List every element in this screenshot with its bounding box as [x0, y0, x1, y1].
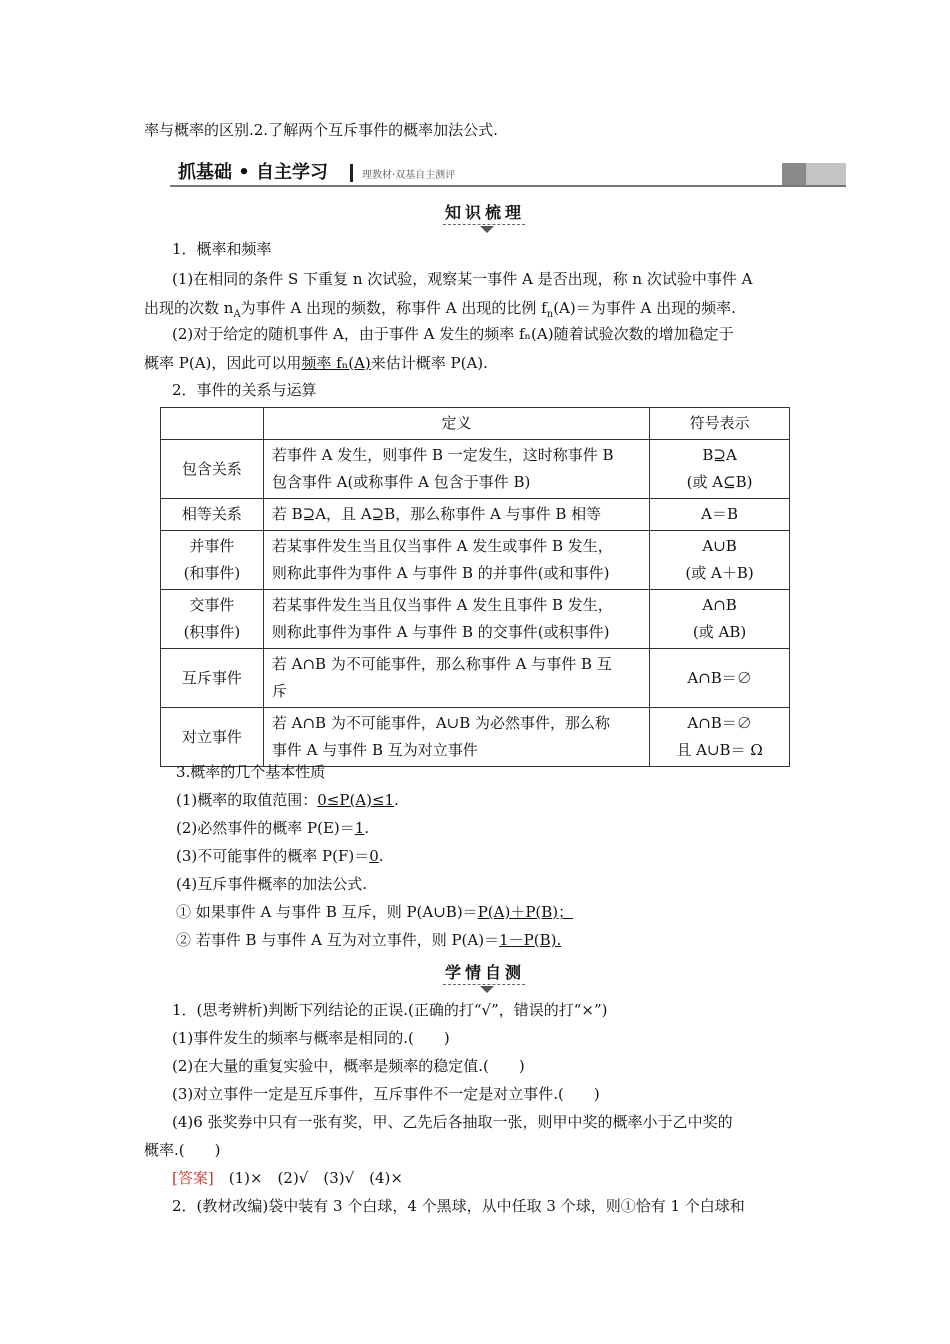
relation-name-cell-line: 相等关系 [181, 505, 242, 523]
banner-divider [350, 164, 353, 182]
definition-cell [263, 649, 649, 708]
definition-cell-line: 若 A∩B 为不可能事件，A∪B 为必然事件，那么称 [271, 714, 611, 732]
definition-cell-line: 若某事件发生当且仅当事件 A 发生且事件 B 发生， [271, 596, 613, 614]
question-1-4a: (4)6 张奖券中只有一张有奖，甲、乙先后各抽取一张，则甲中奖的概率小于乙中奖的 [172, 1113, 733, 1131]
table-row [161, 440, 790, 499]
property-4-2: ② 若事件 B 与事件 A 互为对立事件，则 P(A)＝1－P(B). [176, 931, 562, 949]
property-4-1: ① 如果事件 A 与事件 B 互斥，则 P(A∪B)＝P(A)＋P(B)； [176, 903, 574, 921]
answer-text: (1)× (2)√ (3)√ (4)× [228, 1169, 403, 1187]
table-header-cell [161, 408, 264, 440]
symbol-cell-line: A∩B [702, 596, 737, 614]
symbol-cell [650, 499, 790, 531]
answer-label: [答案] [172, 1169, 214, 1187]
dashed-rule [443, 224, 525, 225]
relation-name-cell-line: 互斥事件 [181, 668, 242, 687]
question-1-4b: 概率.( ) [144, 1141, 221, 1159]
question-2: 2．(教材改编)袋中装有 3 个白球，4 个黑球，从中任取 3 个球，则①恰有 1 个白球和 [172, 1197, 745, 1215]
para-1a: (1)在相同的条件 S 下重复 n 次试验，观察某一事件 A 是否出现，称 n 次试验中事件 A [172, 270, 753, 288]
relation-name-cell [161, 531, 264, 590]
symbol-cell-line: B⊇A [702, 446, 737, 464]
symbol-cell [650, 649, 790, 708]
answer-line [172, 1167, 403, 1189]
table-row [161, 499, 790, 531]
intro-text: 率与概率的区别.2.了解两个互斥事件的概率加法公式. [144, 121, 498, 139]
relation-name-cell [161, 649, 264, 708]
question-1-2: (2)在大量的重复实验中，概率是频率的稳定值.( ) [172, 1057, 525, 1075]
property-3: (3)不可能事件的概率 P(F)＝0. [176, 847, 384, 865]
definition-cell [263, 440, 649, 499]
para-2a: (2)对于给定的随机事件 A，由于事件 A 发生的频率 fₙ(A)随着试验次数的增加稳定于 [172, 325, 734, 343]
section-banner [170, 161, 846, 187]
heading-3: 3.概率的几个基本性质 [176, 763, 326, 781]
relation-name-cell [161, 590, 264, 649]
symbol-cell-line: (或 A⊆B) [686, 473, 753, 491]
definition-cell-line: 若 B⊇A，且 A⊇B，那么称事件 A 与事件 B 相等 [271, 505, 602, 523]
definition-cell-line: 若 A∩B 为不可能事件，那么称事件 A 与事件 B 互 [271, 655, 612, 673]
symbol-cell [650, 531, 790, 590]
banner-block-dark [782, 163, 806, 185]
definition-cell-line: 事件 A 与事件 B 互为对立事件 [271, 741, 478, 759]
banner-title: 抓基础 • 自主学习 [178, 162, 329, 183]
symbol-cell-line: (或 AB) [692, 623, 747, 641]
section-heading-text: 学情自测 [445, 963, 526, 982]
heading-2: 2．事件的关系与运算 [172, 381, 317, 399]
question-1-3: (3)对立事件一定是互斥事件，互斥事件不一定是对立事件.( ) [172, 1085, 600, 1103]
down-triangle-icon [480, 986, 494, 993]
section-heading-text: 知识梳理 [445, 203, 526, 222]
question-1: 1．(思考辨析)判断下列结论的正误.(正确的打“√”，错误的打“×”) [172, 1001, 608, 1019]
table-header-cell: 定义 [263, 408, 649, 440]
symbol-cell-line: A∩B＝∅ [687, 714, 752, 732]
relation-name-cell-line: (和事件) [183, 564, 241, 582]
definition-cell-line: 包含事件 A(或称事件 A 包含于事件 B) [271, 473, 531, 491]
banner-subtitle: 理教材·双基自主测评 [362, 170, 456, 181]
property-1: (1)概率的取值范围：0≤P(A)≤1. [176, 791, 399, 809]
symbol-cell-line: A＝B [701, 505, 739, 523]
table-row [161, 708, 790, 767]
event-relations-table [160, 407, 790, 767]
property-4: (4)互斥事件概率的加法公式. [176, 875, 368, 893]
symbol-cell-line: A∩B＝∅ [687, 668, 752, 687]
para-1b: 出现的次数 $n_A$为事件 A 出现的频数，称事件 A 出现的比例 $f_n(A)=$为事件 A 出现的频率. [144, 299, 736, 320]
property-2: (2)必然事件的概率 P(E)＝1. [176, 819, 370, 837]
relation-name-cell [161, 440, 264, 499]
down-triangle-icon [480, 226, 494, 233]
question-1-1: (1)事件发生的频率与概率是相同的.( ) [172, 1029, 450, 1047]
relation-name-cell-line: 对立事件 [181, 727, 242, 746]
relation-name-cell-line: 交事件 [189, 596, 235, 614]
relation-name-cell [161, 499, 264, 531]
symbol-cell [650, 440, 790, 499]
section-heading-knowledge [445, 200, 525, 223]
heading-1: 1．概率和频率 [172, 240, 272, 258]
definition-cell-line: 则称此事件为事件 A 与事件 B 的并事件(或和事件) [271, 564, 610, 582]
table-header-row [161, 408, 790, 440]
relation-name-cell-line: (积事件) [183, 623, 241, 641]
definition-cell [263, 708, 649, 767]
table-header-cell: 符号表示 [650, 408, 790, 440]
table-row [161, 649, 790, 708]
definition-cell-line: 若事件 A 发生，则事件 B 一定发生，这时称事件 B [271, 446, 614, 464]
table-row [161, 531, 790, 590]
dashed-rule [443, 984, 525, 985]
definition-cell-line: 若某事件发生当且仅当事件 A 发生或事件 B 发生， [271, 537, 613, 555]
definition-cell-line: 则称此事件为事件 A 与事件 B 的交事件(或积事件) [271, 623, 610, 641]
table-row [161, 590, 790, 649]
definition-cell [263, 590, 649, 649]
banner-block-light [806, 163, 846, 185]
definition-cell [263, 499, 649, 531]
symbol-cell-line: A∪B [702, 537, 737, 555]
symbol-cell-line: 且 A∪B＝ Ω [676, 741, 763, 759]
section-heading-selftest [445, 960, 525, 983]
symbol-cell-line: (或 A＋B) [685, 564, 754, 582]
definition-cell-line: 斥 [271, 682, 287, 700]
symbol-cell [650, 708, 790, 767]
relation-name-cell [161, 708, 264, 767]
relation-name-cell-line: 并事件 [189, 537, 235, 555]
banner-rule [170, 185, 846, 187]
para-2b: 概率 P(A)，因此可以用频率 fₙ(A)来估计概率 P(A). [144, 354, 488, 372]
symbol-cell [650, 590, 790, 649]
definition-cell [263, 531, 649, 590]
relation-name-cell-line: 包含关系 [181, 459, 242, 478]
